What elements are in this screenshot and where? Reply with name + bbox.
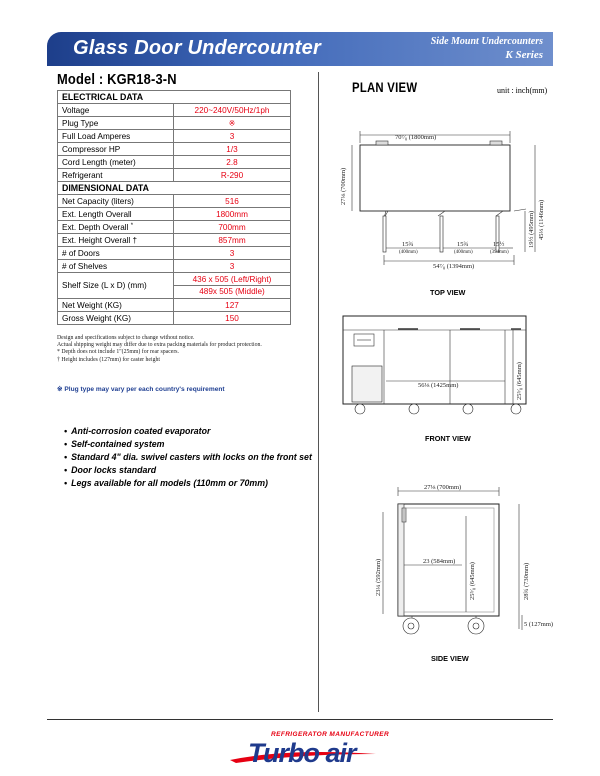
list-item: • Anti-corrosion coated evaporator	[64, 425, 312, 438]
dim-top-seg3: 15½	[493, 241, 505, 248]
top-body	[360, 145, 510, 211]
dim-front-width: 56⅛ (1425mm)	[418, 382, 459, 389]
dim-side-inner: 23 (584mm)	[423, 558, 456, 565]
plan-view-title: PLAN VIEW	[352, 80, 418, 95]
dim-top-width: 70⁷⁄₈ (1800mm)	[395, 134, 437, 141]
dim-side-caster: 5 (127mm)	[524, 621, 554, 628]
front-view-caption: FRONT VIEW	[425, 434, 471, 443]
series-subtitle: Side Mount Undercounters	[430, 36, 543, 47]
spec-value: 1/3	[174, 143, 291, 156]
spec-label: Gross Weight (KG)	[58, 312, 174, 325]
front-vent-grille	[352, 366, 382, 402]
dim-top-seg1: 15¾	[402, 241, 414, 248]
spec-value: 150	[174, 312, 291, 325]
spec-label: Compressor HP	[58, 143, 174, 156]
side-caster-hub	[473, 623, 479, 629]
dim-front-height: 25⁵⁄₈ (645mm)	[516, 362, 523, 400]
note-line: Design and specifications subject to change without notice.	[57, 335, 195, 341]
spec-value: 127	[174, 299, 291, 312]
dim-side-width: 27⅛ (700mm)	[424, 484, 462, 491]
electrical-heading: ELECTRICAL DATA	[58, 91, 291, 104]
spec-label: Plug Type	[58, 117, 174, 130]
dim-top-seg2: 15¾	[457, 241, 469, 248]
spec-value: 3	[174, 130, 291, 143]
list-item: • Door locks standard	[64, 464, 312, 477]
dim-side-inner-height: 25⁵⁄₈ (645mm)	[469, 562, 476, 600]
footnote-mark: *	[130, 222, 134, 229]
dim-top-seg2-mm: (400mm)	[454, 250, 473, 255]
dim-top-seg3-mm: (394mm)	[490, 250, 509, 255]
spec-value: 1800mm	[174, 208, 291, 221]
dim-top-total-depth: 45⅓ (1146mm)	[538, 199, 545, 240]
top-hinge	[376, 141, 388, 145]
front-caster	[409, 404, 419, 414]
shelf-size-left-right: 436 x 505 (Left/Right)	[192, 275, 272, 284]
top-hinge	[490, 141, 502, 145]
spec-label: # of Doors	[58, 247, 174, 260]
spec-value: 220~240V/50Hz/1ph	[174, 104, 291, 117]
top-door-edge	[496, 211, 503, 216]
spec-value: 857mm	[174, 234, 291, 247]
spec-label: Net Capacity (liters)	[58, 195, 174, 208]
dim-top-depth: 27⅛ (700mm)	[340, 167, 347, 205]
top-view-drawing	[352, 131, 535, 265]
list-item: • Legs available for all models (110mm or 70mm)	[64, 477, 312, 490]
spec-label: Refrigerant	[58, 169, 174, 182]
spec-label: Net Weight (KG)	[58, 299, 174, 312]
spec-value: 516	[174, 195, 291, 208]
plug-type-note: ※ Plug type may vary per each country's requirement	[57, 386, 225, 393]
spec-label-text: Ext. Height Overall	[62, 235, 131, 245]
spec-label: Cord Length (meter)	[58, 156, 174, 169]
footnote-mark: †	[132, 235, 138, 245]
spec-label-text: Ext. Depth Overall	[62, 222, 129, 232]
spec-label: # of Shelves	[58, 260, 174, 273]
spec-label: Full Load Amperes	[58, 130, 174, 143]
shelf-size-middle: 489x 505 (Middle)	[174, 285, 290, 296]
top-open-door	[383, 216, 386, 252]
top-door-edge	[438, 211, 445, 216]
dim-top-seg1-mm: (400mm)	[399, 250, 418, 255]
list-item: • Standard 4" dia. swivel casters with locks on the front set	[64, 451, 312, 464]
spec-value: 2.8	[174, 156, 291, 169]
unit-label: unit : inch(mm)	[497, 86, 548, 95]
front-caster	[355, 404, 365, 414]
dim-side-door-height: 23¼ (592mm)	[375, 558, 382, 596]
front-view-drawing	[343, 316, 526, 414]
dimensional-heading: DIMENSIONAL DATA	[58, 182, 291, 195]
series-name: K Series	[505, 49, 543, 61]
spec-value: R-290	[174, 169, 291, 182]
note-line: † Height includes (127mm) for caster height	[57, 356, 161, 363]
front-caster	[511, 404, 521, 414]
spec-value: 3	[174, 260, 291, 273]
note-line: * Depth does not include 1"(25mm) for rear spacers.	[57, 349, 179, 356]
page-title: Glass Door Undercounter	[73, 37, 321, 59]
spec-value: ※	[174, 117, 291, 130]
spec-label: Ext. Length Overall	[58, 208, 174, 221]
list-item: • Self-contained system	[64, 438, 312, 451]
spec-label: Voltage	[58, 104, 174, 117]
spec-value: 3	[174, 247, 291, 260]
spec-value: 700mm	[174, 221, 291, 234]
footer-divider	[47, 719, 553, 720]
top-open-door	[440, 216, 443, 252]
logo-wordmark: Turbo air	[248, 738, 356, 768]
dim-top-base: 54⁷⁄₈ (1394mm)	[433, 263, 475, 270]
front-caster	[463, 404, 473, 414]
spec-label: Shelf Size (L x D) (mm)	[58, 273, 174, 299]
top-swing-line	[514, 209, 526, 211]
top-view-caption: TOP VIEW	[430, 288, 466, 297]
model-label: Model : KGR18-3-N	[57, 71, 177, 88]
side-caster-hub	[408, 623, 414, 629]
dim-top-door-swing: 19½ (495mm)	[528, 210, 535, 248]
side-view-caption: SIDE VIEW	[431, 654, 469, 663]
logo-tagline: REFRIGERATOR MANUFACTURER	[271, 731, 390, 738]
note-line: Actual shipping weight may differ due to extra packing materials for product protection.	[57, 342, 262, 349]
dim-side-total-height: 28¾ (730mm)	[523, 562, 530, 600]
